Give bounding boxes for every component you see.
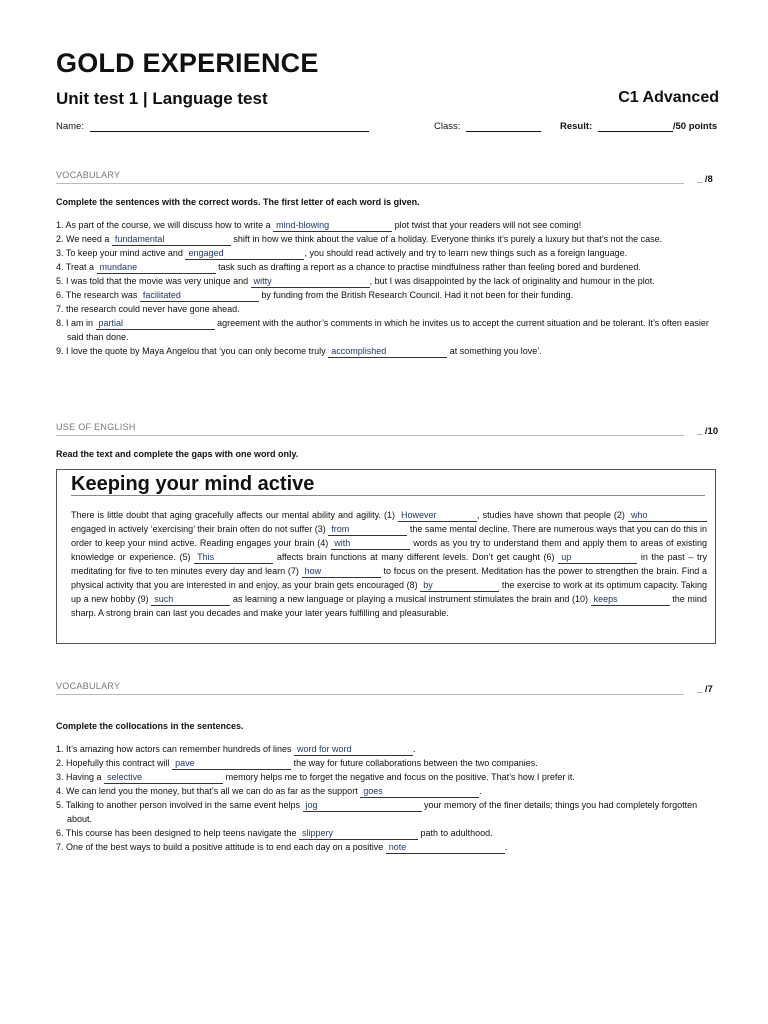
passage-text: the mind sharp. A strong brain can last you decades and make your later years fulfilling and pleasurable. (71, 594, 707, 618)
answer-blank[interactable]: witty (251, 276, 370, 288)
gap-answer[interactable]: This (194, 552, 273, 564)
item-text-after: path to adulthood. (420, 828, 493, 838)
answer-blank[interactable]: mind-blowing (273, 220, 392, 232)
item-text-before: We need a (66, 234, 110, 244)
answer-blank[interactable]: goes (360, 786, 479, 798)
passage-text: as learning a new language or playing a musical instrument stimulates the brain and (10) (232, 594, 588, 604)
page-title: GOLD EXPERIENCE (56, 48, 319, 78)
passage-text: the same mental decline. There are numerous ways that you can do this in order to keep your mind active. Reading engages your brain (4) (71, 524, 707, 548)
passage-text: to focus on the present. Meditation has the power to strengthen the brain. Find a physical activity that you are interested in and enjoy, as your brain gets encouraged (8) (71, 566, 707, 590)
section3-heading: VOCABULARY (56, 681, 121, 691)
answer-blank[interactable]: note (386, 842, 505, 854)
item-text-before: One of the best ways to build a positive attitude is to end each day on a positive (66, 842, 384, 852)
answer-blank[interactable]: slippery (299, 828, 418, 840)
item-text-after: shift in how we think about the value of a holiday. Everyone thinks it’s purely a luxury but that’s not the case. (233, 234, 663, 244)
item-number: 6. (56, 290, 66, 300)
vocab1-item (56, 302, 716, 316)
result-suffix: /50 points (672, 121, 718, 132)
answer-blank[interactable]: jog (303, 800, 422, 812)
answer-blank[interactable]: partial (96, 318, 215, 330)
section1-rule (56, 183, 684, 184)
item-number: 4. (56, 786, 67, 796)
item-number: 7. (56, 304, 67, 314)
vocab3-item (56, 770, 716, 784)
section3-list (56, 742, 716, 854)
vocab1-item (56, 288, 716, 302)
vocab1-item (56, 246, 716, 260)
item-number: 8. (56, 318, 67, 328)
section3-rule (56, 694, 684, 695)
answer-blank[interactable]: accomplished (328, 346, 447, 358)
section2-score: _ /10 (697, 426, 719, 437)
vocab1-item (56, 344, 716, 358)
passage-text: in the past – try meditating for five to ten minutes every day and learn (7) (71, 552, 707, 576)
section2-heading: USE OF ENGLISH (56, 422, 136, 432)
level-label: C1 Advanced (618, 89, 719, 106)
item-number: 1. (56, 744, 67, 754)
name-field (56, 121, 369, 132)
item-number: 5. (56, 276, 67, 286)
section1-heading: VOCABULARY (56, 170, 121, 180)
item-text-before: I love the quote by Maya Angelou that ‘you can only become truly (66, 346, 326, 356)
vocab3-item (56, 742, 716, 756)
test-subtitle: Unit test 1 | Language test (56, 89, 268, 108)
vocab3-item (56, 784, 716, 798)
answer-blank[interactable]: engaged (185, 248, 304, 260)
section3-instruction: Complete the collocations in the sentences. (56, 721, 244, 731)
item-text-before: I am in (66, 318, 94, 328)
passage-text: the exercise to work at its optimum capacity. Taking up a new hobby (9) (71, 580, 707, 604)
passage-text: , studies have shown that people (2) (477, 510, 625, 520)
item-text-before: Talking to another person involved in the same event helps (65, 800, 300, 810)
item-number: 6. (56, 828, 66, 838)
item-number: 3. (56, 772, 67, 782)
vocab1-item (56, 274, 716, 288)
gap-answer[interactable]: who (628, 510, 707, 522)
section3-score: _ /7 (697, 684, 713, 695)
item-text-after: , but I was disappointed by the lack of originality and humour in the plot. (369, 276, 655, 286)
name-label: Name: (56, 121, 84, 132)
vocab3-item (56, 798, 716, 826)
section1-instruction: Complete the sentences with the correct words. The first letter of each word is given. (56, 197, 420, 207)
item-text-before: To keep your mind active and (65, 248, 183, 258)
item-text-before: I was told that the movie was very unique and (66, 276, 249, 286)
item-text-before: Treat a (65, 262, 95, 272)
item-text-before: the research could never have gone ahead. (66, 304, 240, 314)
item-text-before: As part of the course, we will discuss how to write a (65, 220, 271, 230)
item-number: 7. (56, 842, 67, 852)
answer-blank[interactable]: mundane (97, 262, 216, 274)
passage-text: words as you try to understand them and apply them to areas of existing knowledge or experience. (5) (71, 538, 707, 562)
section2-rule (56, 435, 684, 436)
gap-answer[interactable]: by (420, 580, 499, 592)
name-blank (90, 121, 369, 132)
class-field (434, 121, 541, 132)
vocab1-item (56, 260, 716, 274)
item-text-after: task such as drafting a report as a chance to practise mindfulness rather than feeling bored and burdened. (218, 262, 641, 272)
passage-text: engaged in actively ‘exercising’ their brain often do not suffer (3) (71, 524, 326, 534)
answer-blank[interactable]: pave (172, 758, 291, 770)
item-text-before: It’s amazing how actors can remember hundreds of lines (66, 744, 292, 754)
passage-text: There is little doubt that aging gracefully affects our mental ability and agility. (1) (71, 510, 395, 520)
class-label: Class: (434, 121, 461, 132)
item-text-after: memory helps me to forget the negative and focus on the positive. That’s how I prefer it. (225, 772, 575, 782)
item-number: 3. (56, 248, 66, 258)
item-number: 4. (56, 262, 66, 272)
answer-blank[interactable]: selective (104, 772, 223, 784)
item-text-after: the way for future collaborations between the two companies. (293, 758, 538, 768)
vocab1-item (56, 218, 716, 232)
gap-answer[interactable]: up (558, 552, 637, 564)
text-box-rule (71, 495, 705, 496)
section1-score: _ /8 (697, 174, 713, 185)
text-box-title: Keeping your mind active (71, 473, 315, 495)
item-text-after: agreement with the author’s comments in which he invites us to accept the current situation and be tolerant. It’s often easier said than done. (67, 318, 709, 342)
gap-answer[interactable]: keeps (591, 594, 670, 606)
item-text-after: , you should read actively and try to learn new things such as a foreign language. (304, 248, 628, 258)
vocab1-item (56, 316, 716, 344)
item-text-before: We can lend you the money, but that’s all we can do as far as the support (66, 786, 358, 796)
reading-passage (71, 508, 707, 620)
item-text-after: at something you love’. (449, 346, 542, 356)
item-text-after: . (412, 744, 416, 754)
class-blank (466, 121, 541, 132)
vocab3-item (56, 840, 716, 854)
item-number: 2. (56, 234, 67, 244)
gap-answer[interactable]: how (302, 566, 381, 578)
item-number: 5. (56, 800, 66, 810)
item-text-after: your memory of the finer details; things you had completely forgotten about. (67, 800, 698, 824)
gap-answer[interactable]: with (331, 538, 410, 550)
gap-answer[interactable]: from (328, 524, 407, 536)
answer-blank[interactable]: fundamental (112, 234, 231, 246)
item-text-after: plot twist that your readers will not see coming! (394, 220, 582, 230)
item-text-before: This course has been designed to help teens navigate the (65, 828, 297, 838)
result-label: Result: (560, 121, 593, 132)
section2-instruction: Read the text and complete the gaps with one word only. (56, 449, 299, 459)
item-text-before: The research was (65, 290, 138, 300)
result-field (560, 121, 717, 132)
gap-answer[interactable]: such (151, 594, 230, 606)
item-text-before: Having a (66, 772, 102, 782)
passage-text: affects brain functions at many different levels. Don’t get caught (6) (276, 552, 555, 562)
item-number: 1. (56, 220, 66, 230)
result-blank (598, 121, 673, 132)
answer-blank[interactable]: facilitated (140, 290, 259, 302)
answer-blank[interactable]: word for word (294, 744, 413, 756)
item-text-after: . (479, 786, 482, 796)
section1-list (56, 218, 716, 358)
item-text-before: Hopefully this contract will (66, 758, 170, 768)
gap-answer[interactable]: However (398, 510, 477, 522)
vocab3-item (56, 826, 716, 840)
item-text-after: . (504, 842, 508, 852)
vocab3-item (56, 756, 716, 770)
vocab1-item (56, 232, 716, 246)
item-text-after: by funding from the British Research Council. Had it not been for their funding. (261, 290, 574, 300)
item-number: 2. (56, 758, 67, 768)
item-number: 9. (56, 346, 67, 356)
